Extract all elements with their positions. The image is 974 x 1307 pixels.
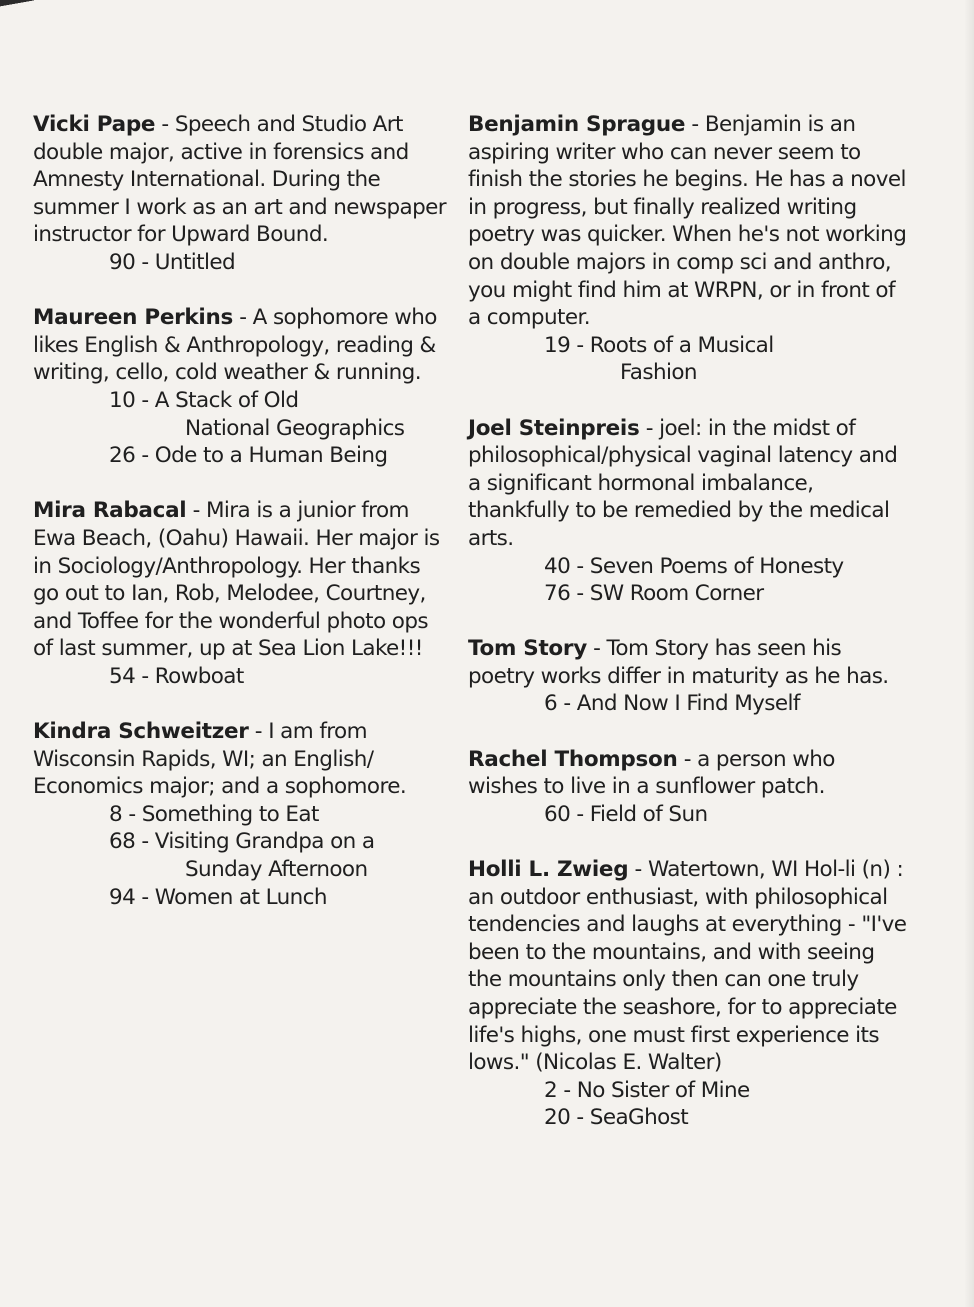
right-column <box>468 111 908 1160</box>
contributor-entry <box>468 746 908 829</box>
poem-listing: 54 - Rowboat <box>109 663 244 689</box>
bio-text: - I am from Wisconsin Rapids, WI; an English/ Economics major; and a sophomore. <box>33 719 407 800</box>
contributor-name: Maureen Perkins <box>33 305 233 331</box>
poem-title-continued: Sunday Afternoon <box>185 857 368 883</box>
bio-text: - A sophomore who likes English & Anthropology, reading & writing, cello, cold weather & running. <box>33 305 437 386</box>
contributor-name: Rachel Thompson <box>468 746 678 772</box>
bio-text: - joel: in the midst of philosophical/physical vaginal latency and a significant hormonal imbalance, thankfully to be remedied by the medical arts. <box>468 415 898 551</box>
contributor-entry <box>468 415 908 608</box>
contributor-entry <box>33 497 448 690</box>
contributor-name: Joel Steinpreis <box>468 415 640 441</box>
contributor-name: Holli L. Zwieg <box>468 857 629 883</box>
bio-text: - a person who wishes to live in a sunflower patch. <box>468 746 835 800</box>
poem-title-continued: Fashion <box>620 360 697 386</box>
poem-listing: 76 - SW Room Corner <box>544 581 764 607</box>
poem-listing: 94 - Women at Lunch <box>109 884 327 910</box>
poem-title: 68 - Visiting Grandpa on a <box>109 829 375 855</box>
contributor-entry <box>468 111 908 387</box>
poem-title: 10 - A Stack of Old <box>109 387 299 413</box>
contributor-entry <box>33 718 448 911</box>
contributor-bio <box>33 111 448 249</box>
contributor-bio <box>468 415 908 553</box>
bio-text: - Tom Story has seen his poetry works differ in maturity as he has. <box>468 636 889 689</box>
bio-text: - Benjamin is an aspiring writer who can never seem to finish the stories he begins. He has a novel in progress, but finally realized writing poetry was quicker. When he's not working on double majors in comp sci and anthro, you might find him at WRPN, or in front of a computer. <box>468 112 907 331</box>
contributor-bio <box>468 856 908 1077</box>
poem-listing <box>33 387 448 442</box>
contributor-name: Tom Story <box>468 636 587 662</box>
contributor-bio <box>33 718 448 801</box>
contributor-name: Vicki Pape <box>33 112 156 137</box>
contributor-entry <box>33 111 448 277</box>
page-edge-shadow <box>964 0 974 1307</box>
contributor-name: Benjamin Sprague <box>468 112 686 137</box>
poem-listing: 8 - Something to Eat <box>109 801 319 827</box>
poem-listing: 90 - Untitled <box>109 249 236 275</box>
poem-title-continued: National Geographics <box>185 415 405 441</box>
contributor-name: Mira Rabacal <box>33 498 187 524</box>
contributor-name: Kindra Schweitzer <box>33 719 249 745</box>
left-column <box>33 111 448 939</box>
poem-listing: 60 - Field of Sun <box>544 801 708 827</box>
poem-listing: 40 - Seven Poems of Honesty <box>544 553 844 579</box>
poem-listing <box>468 332 908 387</box>
poem-listing <box>33 828 448 883</box>
contributor-bio <box>468 111 908 332</box>
poem-listing: 20 - SeaGhost <box>544 1105 689 1131</box>
poem-listing: 2 - No Sister of Mine <box>544 1077 750 1103</box>
contributor-bio <box>33 497 448 663</box>
poem-listing: 26 - Ode to a Human Being <box>109 443 388 469</box>
contributor-entry <box>468 856 908 1132</box>
contributor-bio <box>468 635 908 690</box>
bio-text: - Watertown, WI Hol-li (n) : an outdoor enthusiast, with philosophical tendencies and laughs at everything - "I've been to the mountains, and with seeing the mountains only then can one truly appreciate the seashore, for to appreciate life's highs, one must first experience its lows." (Nicolas E. Walter) <box>468 857 907 1076</box>
contributor-entry <box>468 635 908 718</box>
bio-text: - Mira is a junior from Ewa Beach, (Oahu) Hawaii. Her major is in Sociology/Anthropology. Her thanks go out to Ian, Rob, Melodee, Courtney, and Toffee for the wonderful photo ops of last summer, up at Sea Lion Lake!!! <box>33 498 440 662</box>
corner-scan-mark <box>0 0 34 12</box>
contributor-entry <box>33 304 448 470</box>
contributor-bio <box>468 746 908 801</box>
poem-title: 19 - Roots of a Musical <box>544 332 774 358</box>
contributor-bio <box>33 304 448 387</box>
bio-text: - Speech and Studio Art double major, active in forensics and Amnesty International. During the summer I work as an art and newspaper instructor for Upward Bound. <box>33 112 447 248</box>
poem-listing: 6 - And Now I Find Myself <box>544 691 800 717</box>
